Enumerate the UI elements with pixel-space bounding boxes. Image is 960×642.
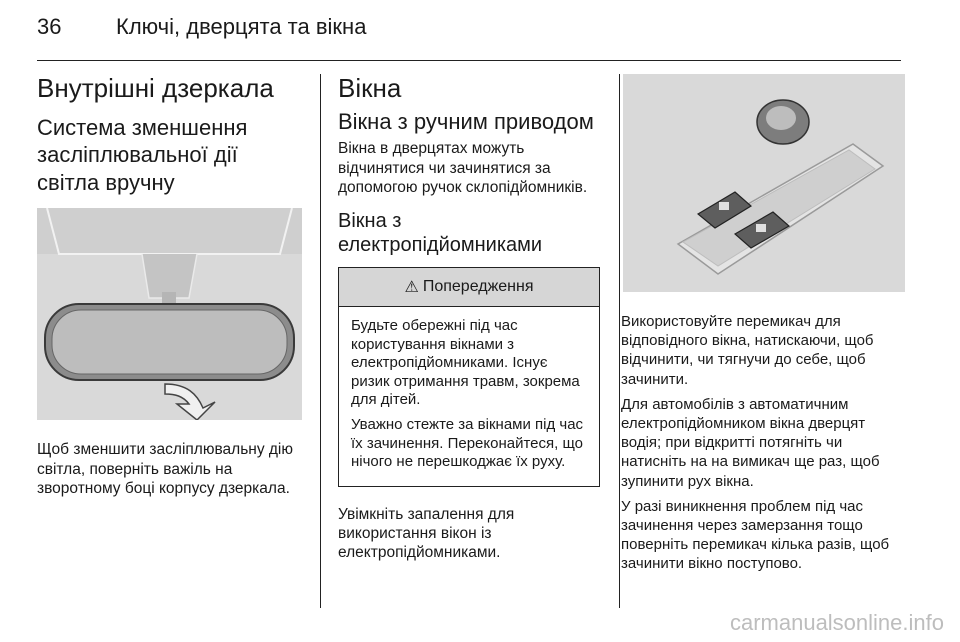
header-divider xyxy=(37,60,901,61)
warning-box xyxy=(338,267,600,487)
warning-body xyxy=(339,307,599,486)
subheading-power-windows: Вікна з електропідйомниками xyxy=(338,210,543,257)
warning-icon: ⚠ xyxy=(404,279,419,297)
warning-paragraph: Уважно стежте за вікнами під час їх зачинення. Переконайтеся, що нічого не перешкоджає їх руху. xyxy=(351,416,584,471)
warning-paragraph: Будьте обережні під час користування вікнами з електропідйомниками. Існує ризик отримання травм, зокрема для дітей. xyxy=(351,317,580,409)
column-windows xyxy=(338,74,604,568)
frozen-window-text: У разі виникнення проблем під час зачинення через замерзання тощо поверніть перемикач кілька разів, щоб зачинити вікно поступово. xyxy=(621,497,890,573)
mirror-instruction: Щоб зменшити засліплювальну дію світла, поверніть важіль на зворотному боці корпусу дзеркала. xyxy=(37,441,293,497)
section-heading-mirrors: Внутрішні дзеркала xyxy=(37,73,274,103)
switch-usage-text: Використовуйте перемикач для відповідного вікна, натискаючи, щоб відчинити, чи тягнучи до себе, щоб зачинити. xyxy=(621,313,874,388)
window-switch-illustration xyxy=(623,74,905,292)
window-switch-image xyxy=(623,74,905,292)
watermark: carmanualsonline.info xyxy=(729,610,944,635)
warning-title: Попередження xyxy=(422,278,534,296)
column-mirrors xyxy=(37,74,305,504)
rearview-mirror-image xyxy=(37,208,302,420)
ignition-text: Увімкніть запалення для використання вікон із електропідйомниками. xyxy=(338,505,515,562)
warning-header xyxy=(339,268,599,307)
manual-windows-text: Вікна в дверцятах можуть відчинятися чи зачинятися за допомогою ручок склопідйомників. xyxy=(338,140,588,196)
column-divider-2 xyxy=(619,74,620,608)
page-number: 36 xyxy=(37,14,62,39)
auto-window-text: Для автомобілів з автоматичним електропідйомником вікна дверцят водія; при відкритті потягніть чи натисніть на на вимикач ще раз, щоб зупинити рух вікна. xyxy=(621,395,880,490)
page-title: Ключі, дверцята та вікна xyxy=(116,14,367,39)
column-divider-1 xyxy=(320,74,321,608)
mirror-illustration xyxy=(37,208,302,420)
subheading-manual-windows: Вікна з ручним приводом xyxy=(338,108,594,134)
section-heading-windows: Вікна xyxy=(338,73,402,103)
column-switch xyxy=(621,74,901,579)
subheading-antiglare: Система зменшення засліплювальної дії світла вручну xyxy=(37,114,248,195)
